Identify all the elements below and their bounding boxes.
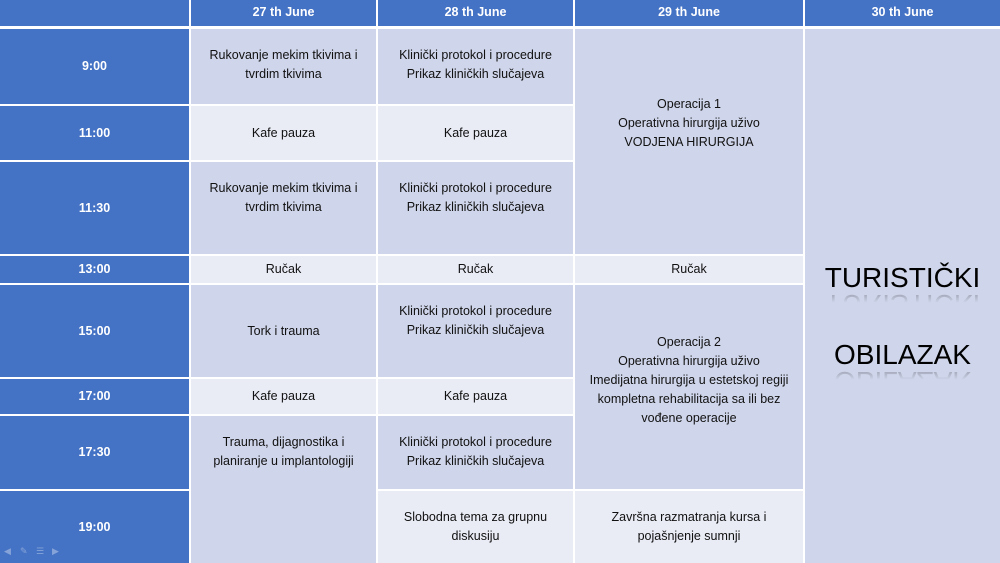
column-header-27-june: 27 th June — [191, 0, 376, 26]
coffee-break-27-morning — [191, 106, 376, 160]
session-line: Prikaz kliničkih slučajeva — [406, 323, 545, 337]
time-slot-1900: 19:00 — [0, 491, 189, 563]
lunch-27 — [191, 256, 376, 283]
session-29-final-discussion — [575, 491, 803, 563]
session-28-clinical-protocol-2 — [378, 162, 573, 254]
session-line: Prikaz kliničkih slučajeva — [406, 200, 545, 214]
session-line: Tork i trauma — [247, 323, 320, 338]
session-line: Operativna hirurgija uživo — [618, 116, 760, 130]
session-line: Rukovanje mekim tkivima i — [209, 181, 358, 195]
session-line: Slobodna tema za grupnu — [403, 510, 548, 524]
session-line: planiranje u implantologiji — [213, 454, 354, 468]
session-27-soft-hard-tissue-1 — [191, 29, 376, 104]
column-header-28-june: 28 th June — [378, 0, 573, 26]
session-28-clinical-protocol-3 — [378, 285, 573, 377]
column-header-30-june: 30 th June — [805, 0, 1000, 26]
session-line: Kafe pauza — [443, 125, 508, 140]
tour-word-2: OBILAZAK — [834, 338, 971, 370]
session-line: Prikaz kliničkih slučajeva — [406, 454, 545, 468]
pen-icon[interactable]: ✎ — [20, 546, 28, 556]
session-line: Kafe pauza — [443, 389, 508, 403]
tour-word-1: TURISTIČKI — [824, 261, 981, 293]
time-slot-0900: 9:00 — [0, 29, 189, 104]
session-line: Trauma, dijagnostika i — [222, 435, 345, 449]
session-line: Prikaz kliničkih slučajeva — [406, 67, 545, 81]
column-header-29-june: 29 th June — [575, 0, 803, 26]
session-line: Klinički protokol i procedure — [399, 435, 552, 449]
prev-arrow-icon[interactable]: ◀ — [4, 546, 11, 556]
session-line: Imedijatna hirurgija u estetskoj regiji — [589, 372, 789, 387]
session-27-soft-hard-tissue-2 — [191, 162, 376, 254]
tourist-tour-30 — [805, 29, 1000, 563]
session-28-group-discussion — [378, 491, 573, 563]
session-line: Kafe pauza — [251, 389, 316, 403]
session-line: diskusiju — [451, 529, 500, 543]
session-28-clinical-protocol-4 — [378, 416, 573, 489]
session-line: Operacija 1 — [657, 97, 721, 111]
session-line: kompletna rehabilitacija sa ili bez — [597, 391, 781, 406]
menu-icon[interactable]: ☰ — [36, 546, 45, 556]
time-slot-1130: 11:30 — [0, 162, 189, 254]
slideshow-controls — [4, 547, 62, 555]
session-line: tvrdim tkivima — [245, 67, 322, 81]
session-line: Operacija 2 — [657, 334, 721, 349]
surgery-29-operation-1 — [575, 29, 803, 254]
session-line: Kafe pauza — [251, 125, 316, 140]
session-line: Rukovanje mekim tkivima i — [209, 48, 358, 62]
lunch-28 — [378, 256, 573, 283]
session-28-clinical-protocol-1 — [378, 29, 573, 104]
session-line: tvrdim tkivima — [245, 200, 322, 214]
time-slot-1700: 17:00 — [0, 379, 189, 414]
session-line: vođene operacije — [641, 410, 737, 425]
next-arrow-icon[interactable]: ▶ — [52, 546, 59, 556]
session-line: Klinički protokol i procedure — [399, 304, 552, 318]
time-slot-1500: 15:00 — [0, 285, 189, 377]
header-corner — [0, 0, 189, 26]
time-slot-1300: 13:00 — [0, 256, 189, 283]
session-27-torque-trauma — [191, 285, 376, 377]
session-line: Ručak — [671, 262, 707, 276]
surgery-29-operation-2 — [575, 285, 803, 489]
session-line: pojašnjenje sumnji — [637, 529, 741, 543]
session-line: Klinički protokol i procedure — [399, 181, 552, 195]
time-slot-1730: 17:30 — [0, 416, 189, 489]
lunch-29 — [575, 256, 803, 283]
session-line: Ručak — [265, 262, 302, 276]
session-line: Operativna hirurgija uživo — [618, 353, 760, 368]
coffee-break-28-morning — [378, 106, 573, 160]
session-line: VODJENA HIRURGIJA — [624, 135, 754, 149]
session-line: Klinički protokol i procedure — [399, 48, 552, 62]
coffee-break-28-afternoon — [378, 379, 573, 414]
time-slot-1100: 11:00 — [0, 106, 189, 160]
session-line: Ručak — [457, 262, 494, 276]
coffee-break-27-afternoon — [191, 379, 376, 414]
session-27-trauma-diagnostics — [191, 416, 376, 563]
session-line: Završna razmatranja kursa i — [611, 510, 767, 524]
